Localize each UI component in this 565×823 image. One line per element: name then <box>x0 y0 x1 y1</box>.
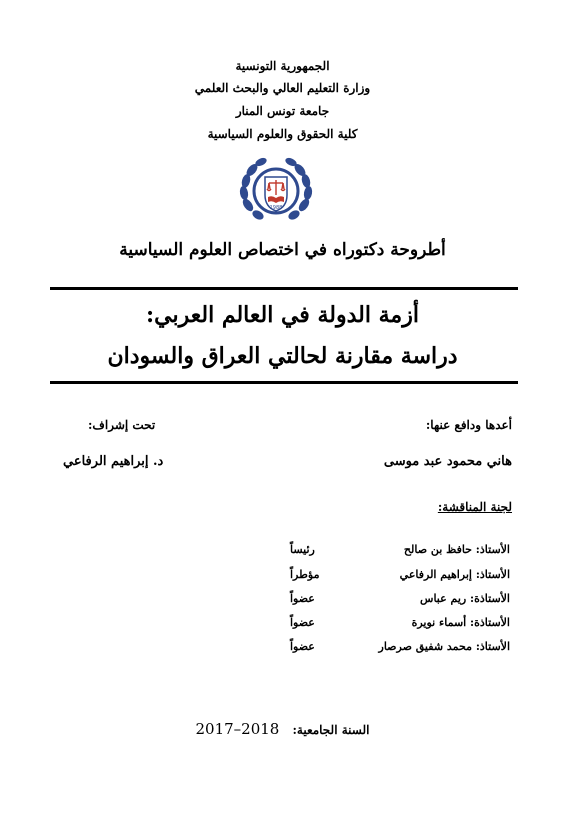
thesis-title-line-1: أزمة الدولة في العالم العربي: <box>146 302 419 328</box>
academic-year-label: السنة الجامعية: <box>292 723 370 737</box>
logo-year-text: 1988 <box>269 205 283 211</box>
author-label: أعدها ودافع عنها: <box>425 418 512 432</box>
committee-member-role: عضواً <box>290 616 315 629</box>
supervisor-label: تحت إشراف: <box>88 418 156 432</box>
committee-member-role: رئيساً <box>290 543 315 556</box>
committee-member-role: عضواً <box>290 592 315 605</box>
committee-member-role: عضواً <box>290 640 315 653</box>
committee-member-row <box>290 592 510 610</box>
author-name: هاني محمود عبد موسى <box>383 454 512 469</box>
academic-year-value: 2017–2018 <box>195 720 280 738</box>
committee-member-role: مؤطراً <box>290 568 320 581</box>
supervisor-name: د. إبراهيم الرفاعي <box>63 454 164 469</box>
header-line-faculty: كلية الحقوق والعلوم السياسية <box>207 127 358 141</box>
committee-member-row <box>290 543 510 561</box>
title-top-rule <box>50 287 518 290</box>
title-bottom-rule <box>50 381 518 384</box>
academic-year <box>0 719 565 738</box>
header-line-university: جامعة تونس المنار <box>235 104 330 118</box>
committee-member-name: الأستاذة: أسماء نويرة <box>411 616 510 629</box>
committee-member-row <box>290 616 510 634</box>
committee-member-name: الأستاذة: ريم عباس <box>420 592 510 605</box>
committee-member-row <box>290 640 510 658</box>
thesis-type: أطروحة دكتوراه في اختصاص العلوم السياسية <box>119 240 446 260</box>
committee-member-name: الأستاذ: محمد شفيق صرصار <box>378 640 510 653</box>
committee-member-name: الأستاذ: إبراهيم الرفاعي <box>399 568 510 581</box>
faculty-logo-emblem <box>238 155 314 227</box>
committee-member-name: الأستاذ: حافظ بن صالح <box>403 543 510 556</box>
committee-heading: لجنة المناقشة: <box>437 500 512 514</box>
header-line-ministry: وزارة التعليم العالي والبحث العلمي <box>194 81 371 95</box>
committee-member-row <box>290 568 510 586</box>
header-line-republic: الجمهورية التونسية <box>235 59 330 73</box>
thesis-title-line-2: دراسة مقارنة لحالتي العراق والسودان <box>107 343 458 369</box>
